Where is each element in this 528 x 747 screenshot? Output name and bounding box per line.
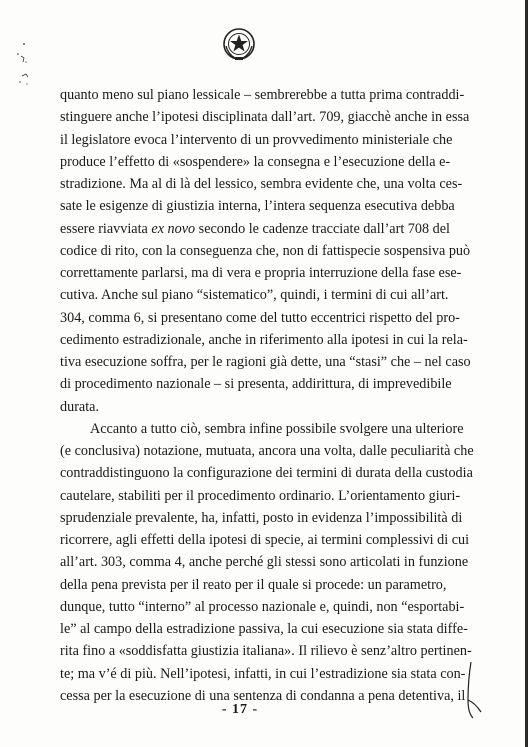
text-line: cutiva. Anche sul piano “sistematico”, quindi, i termini di cui all’art. [60, 287, 449, 304]
paragraph-2 [60, 418, 474, 707]
text-line: dunque, tutto “interno” al processo nazionale e, quindi, non “esportabi- [60, 598, 465, 615]
text-line: correttamente parlarsi, ma di vera e propria interruzione della fase ese- [60, 265, 462, 281]
text-line: cautelare, stabiliti per il procedimento ordinario. L’orientamento giuri- [60, 487, 461, 504]
text-line: durata. [60, 398, 99, 415]
text-line: il legislatore evoca l’intervento di un provvedimento ministeriale che [60, 131, 453, 148]
text-line: contraddistinguono la configurazione dei termini di durata della custodia [60, 465, 473, 482]
text-line: sate le esigenze di giustizia interna, l’intera sequenza esecutiva debba [60, 198, 455, 215]
text-line: codice di rito, con la conseguenza che, non di fattispecie sospensiva può [60, 242, 471, 259]
paragraph-1 [60, 84, 471, 418]
text-line: essere riavviata ex novo secondo le cadenze tracciate dall’art 708 del [60, 220, 450, 237]
text-line: produce l’effetto di «sospendere» la consegna e l’esecuzione della e- [60, 153, 451, 170]
text-line: 304, comma 6, si presentano come del tutto eccentrici rispetto del pro- [60, 309, 460, 326]
text-line: all’art. 303, comma 4, anche perché gli stessi sono articolati in funzione [60, 554, 469, 571]
text-line: Accanto a tutto ciò, sembra infine possibile svolgere una ulteriore [90, 420, 464, 437]
text-line: stinguere anche l’ipotesi disciplinata dall’art. 709, giacchè anche in essa [60, 109, 470, 126]
text-line: ricorrere, agli effetti della ipotesi di specie, ai termini complessivi di cui [60, 532, 470, 548]
text-line: della pena prevista per il reato per il quale si procede: un parametro, [60, 576, 447, 593]
text-line: cessa per la esecuzione di una sentenza di condanna a pena detentiva, il [60, 687, 466, 704]
text-line: quanto meno sul piano lessicale – sembrerebbe a tutta prima contraddi- [60, 87, 465, 103]
text-line: rita fino a «soddisfatta giustizia italiana». Il rilievo è senz’altro pertinen- [60, 643, 472, 660]
text-line: le” al campo della estradizione passiva, la cui esecuzione sia stata diffe- [60, 621, 468, 637]
text-line: tiva esecuzione soffra, per le ragioni già dette, una “stasi” che – nel caso [60, 354, 471, 370]
italian-republic-emblem-icon [222, 26, 256, 62]
text-line: (e conclusiva) notazione, mutuata, ancora una volta, dalle peculiarità che [60, 443, 474, 459]
text-line: te; ma v’é di più. Nell’ipotesi, infatti, in cui l’estradizione sia stata con- [60, 665, 466, 682]
italic-phrase: ex novo [151, 220, 196, 237]
text-line: di procedimento nazionale – si presenta, addirittura, di imprevedibile [60, 376, 452, 393]
scan-specks [12, 40, 36, 100]
text-line: sprudenziale prevalente, ha, infatti, posto in evidenza l’impossibilità di [60, 509, 463, 526]
page-number: - 17 - [221, 702, 259, 717]
body-text [60, 84, 474, 707]
text-line: cedimento estradizionale, anche in riferimento alla ipotesi in cui la rela- [60, 331, 468, 348]
text-line: stradizione. Ma al di là del lessico, sembra evidente che, una volta ces- [60, 176, 463, 192]
